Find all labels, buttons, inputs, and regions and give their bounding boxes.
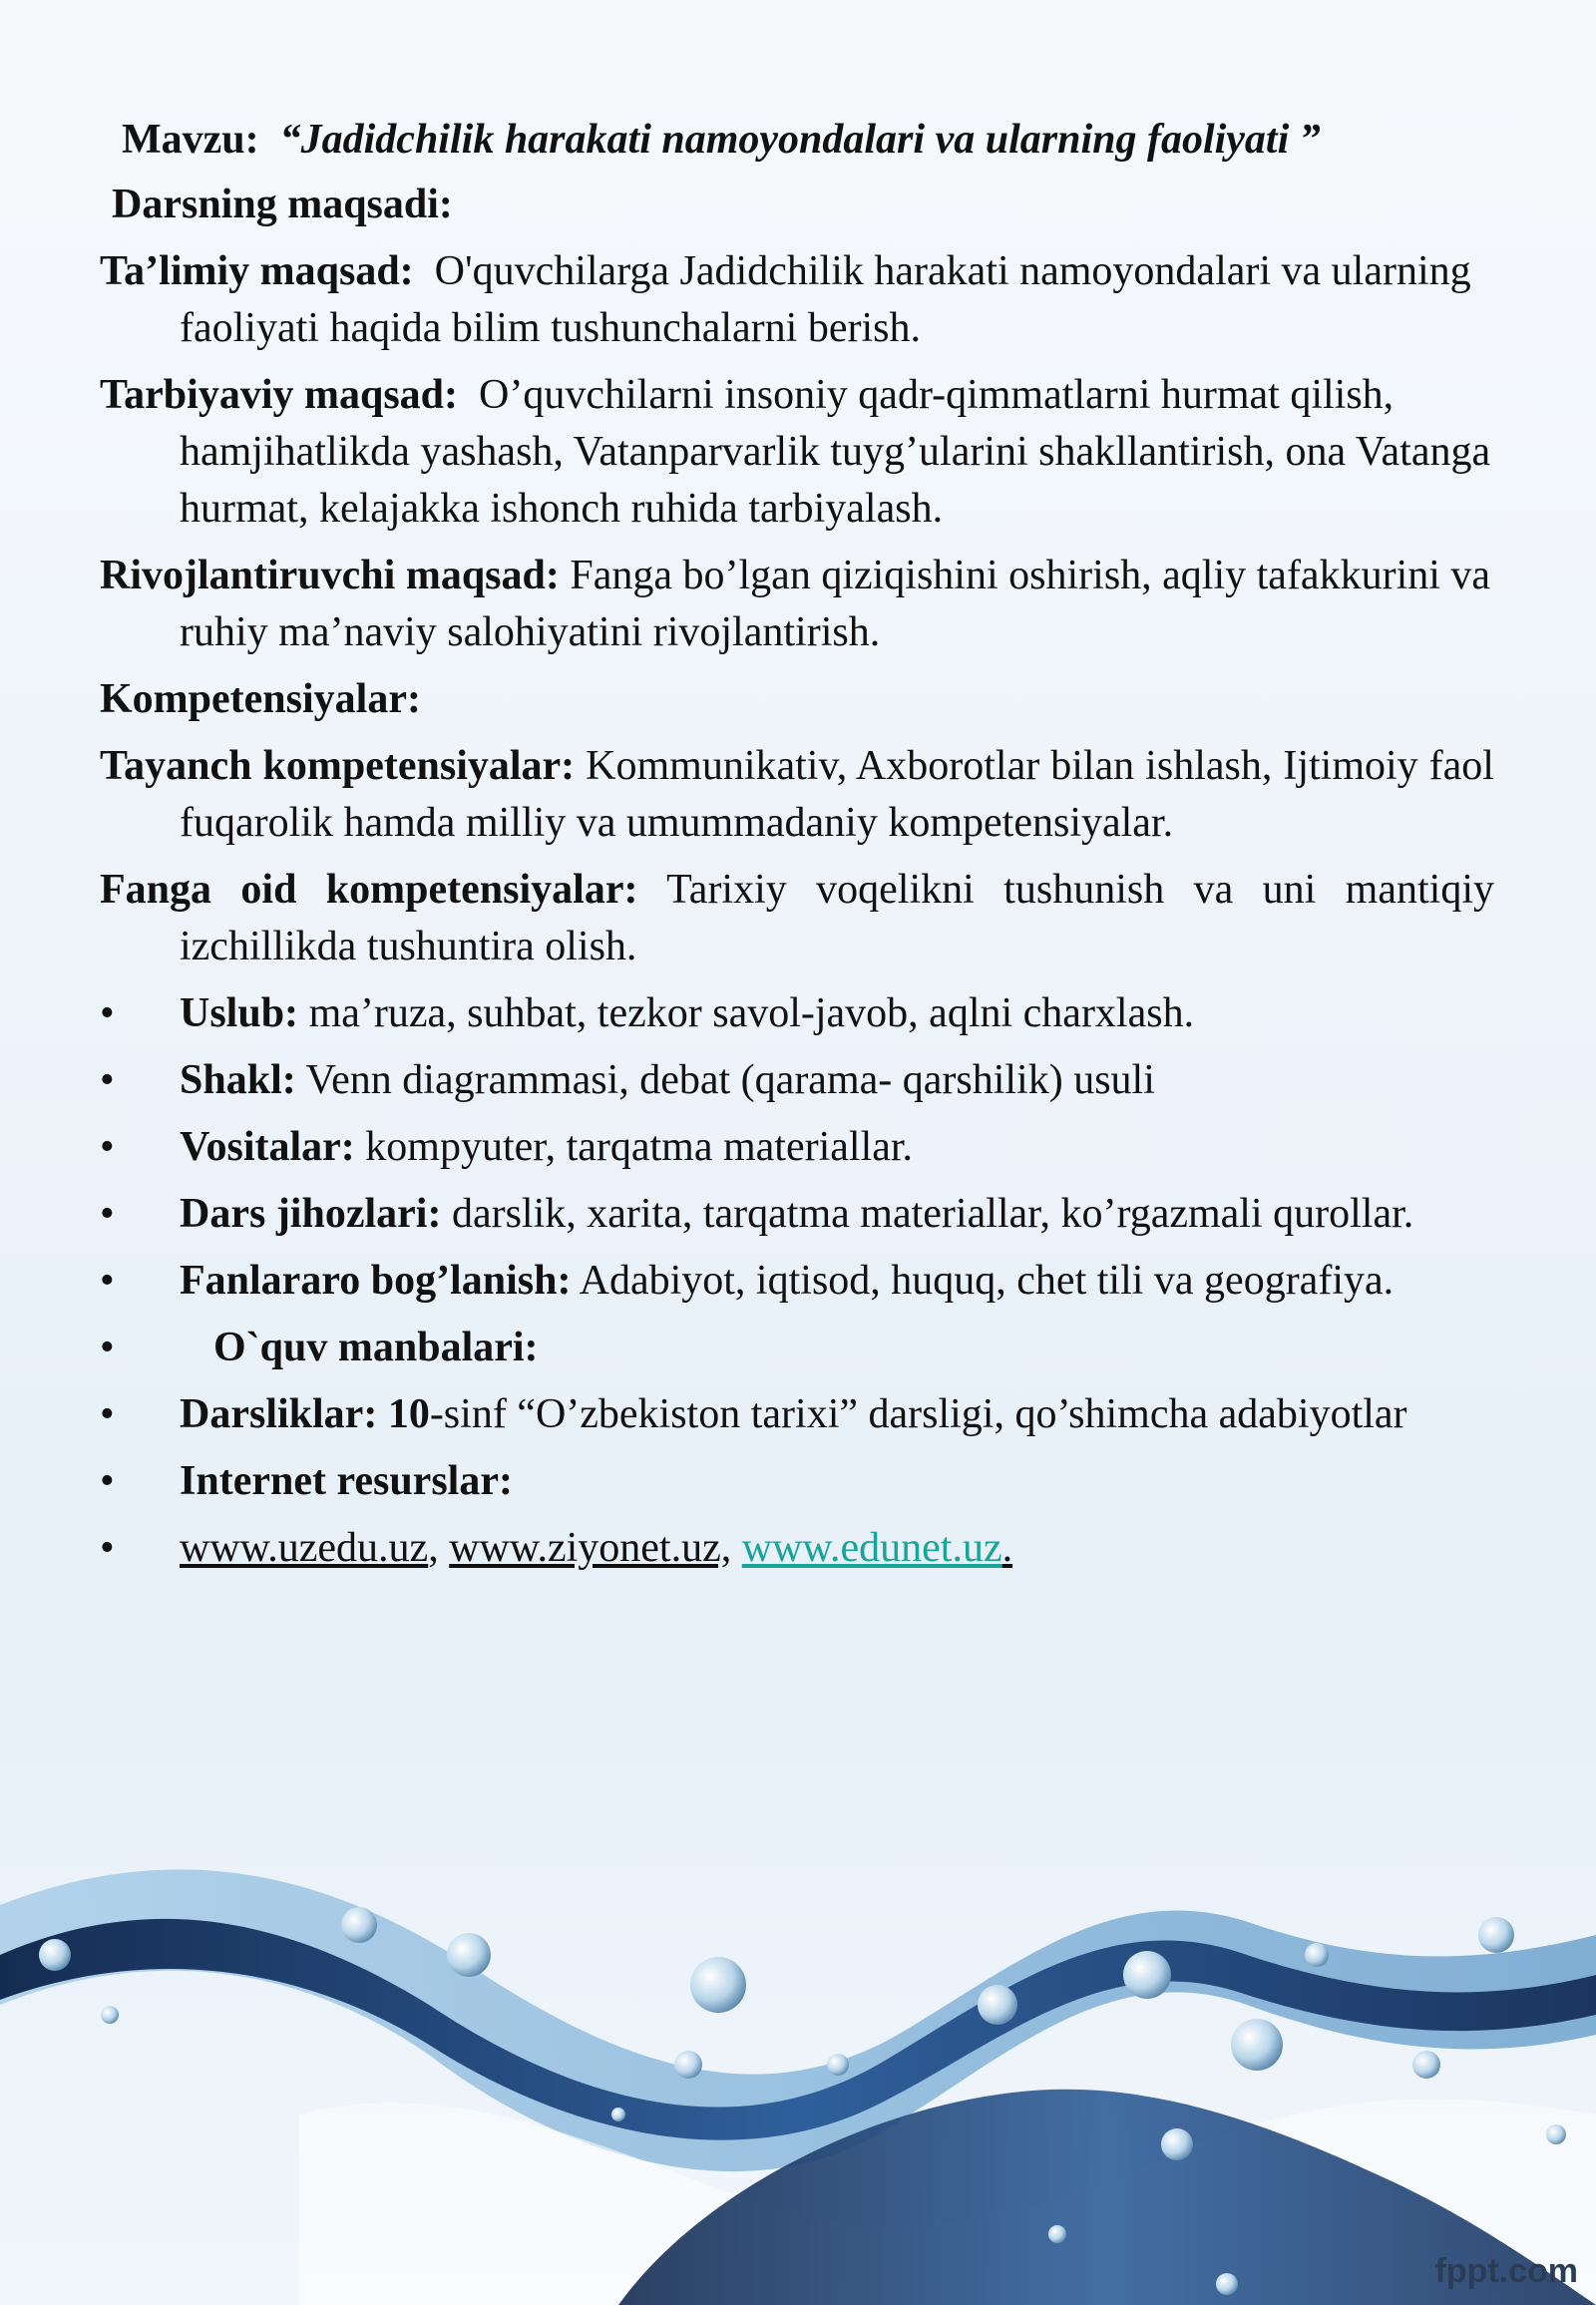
bullet-icon: • (100, 1391, 115, 1437)
goal-label: Rivojlantiruvchi maqsad: (100, 553, 560, 598)
goal-text: O'quvchilarga Jadidchilik harakati namoyondalari va ularning faoliyati haqida bilim tushunchalarni berish. (180, 248, 1471, 351)
goal-developmental (100, 548, 1494, 661)
internet-heading: Internet resurslar: (180, 1458, 513, 1504)
bullet-icon: • (100, 1525, 115, 1571)
title-prefix: Mavzu: (122, 117, 259, 163)
goal-educational (100, 243, 1494, 357)
item-label: Darsliklar: (180, 1391, 378, 1437)
competency-text: Kommunikativ, Axborotlar bilan ishlash, Ijtimoiy faol fuqarolik hamda milliy va umummadaniy kompetensiyalar. (180, 743, 1494, 846)
lesson-title (122, 112, 1494, 169)
bullet-icon: • (100, 1124, 115, 1170)
item-text: ma’ruza, suhbat, tezkor savol-javob, aqlni charxlash. (308, 990, 1195, 1036)
bullet-icon: • (100, 1258, 115, 1304)
sources-heading: O`quv manbalari: (213, 1325, 539, 1370)
goal-upbringing (100, 367, 1494, 538)
list-item (100, 1386, 1494, 1443)
bullet-icon: • (100, 990, 115, 1036)
method-list (100, 985, 1494, 1577)
bullet-icon: • (100, 1325, 115, 1370)
goal-label: Tarbiyaviy maqsad: (100, 372, 459, 418)
link-ziyonet[interactable]: www.ziyonet.uz, (449, 1525, 732, 1571)
competency-label: Tayanch kompetensiyalar: (100, 743, 576, 789)
lesson-plan-content (100, 112, 1494, 1577)
bullet-icon: • (100, 1057, 115, 1103)
brand-watermark: fppt.com (1434, 2252, 1578, 2290)
goals-heading: Darsning maqsadi: (112, 182, 453, 227)
list-item (100, 985, 1494, 1042)
item-text: Adabiyot, iqtisod, huquq, chet tili va geografiya. (579, 1258, 1395, 1304)
goal-label: Ta’limiy maqsad: (100, 248, 414, 294)
competency-subject (100, 862, 1494, 975)
bullet-icon: • (100, 1191, 115, 1237)
wave-decoration (0, 1815, 1596, 2305)
link-uzedu[interactable]: www.uzedu.uz (180, 1525, 429, 1571)
competency-core (100, 738, 1494, 852)
item-text: kompyuter, tarqatma materiallar. (365, 1124, 914, 1170)
list-item (100, 1520, 1494, 1577)
item-label: Uslub: (180, 990, 299, 1036)
goal-text: Fanga bo’lgan qiziqishini oshirish, aqliy tafakkurini va ruhiy ma’naviy salohiyatini rivojlantirish. (180, 553, 1491, 655)
item-text: darslik, xarita, tarqatma materiallar, ko’rgazmali qurollar. (451, 1191, 1414, 1237)
link-separator: , (428, 1525, 450, 1571)
list-item (100, 1186, 1494, 1243)
title-topic: “Jadidchilik harakati namoyondalari va ularning faoliyati ” (279, 117, 1321, 163)
list-item (100, 1320, 1494, 1376)
item-label: Vositalar: (180, 1124, 355, 1170)
list-item (100, 1453, 1494, 1510)
competency-label: Fanga oid kompetensiyalar: (100, 867, 638, 913)
link-trailing: . (1001, 1525, 1013, 1571)
link-edunet[interactable]: www.edunet.uz (741, 1525, 1002, 1571)
item-label: Dars jihozlari: (180, 1191, 442, 1237)
list-item (100, 1052, 1494, 1109)
list-item (100, 1119, 1494, 1176)
item-label: Shakl: (180, 1057, 296, 1103)
textbook-grade: 10 (387, 1391, 430, 1437)
goal-text: O’quvchilarni insoniy qadr-qimmatlarni hurmat qilish, hamjihatlikda yashash, Vatanparvarlik tuyg’ularini shakllantirish, ona Vatanga hurmat, kelajakka ishonch ruhida tarbiyalash. (180, 372, 1491, 532)
item-text: Venn diagrammasi, debat (qarama- qarshilik) usuli (305, 1057, 1155, 1103)
list-item (100, 1253, 1494, 1310)
textbook-text: -sinf “O’zbekiston tarixi” darsligi, qo’shimcha adabiyotlar (429, 1391, 1407, 1437)
competency-text: Tarixiy voqelikni tushunish va uni mantiqiy izchillikda tushuntira olish. (180, 867, 1494, 969)
bullet-icon: • (100, 1458, 115, 1504)
item-label: Fanlararo bog’lanish: (180, 1258, 572, 1304)
competencies-heading: Kompetensiyalar: (100, 676, 421, 722)
